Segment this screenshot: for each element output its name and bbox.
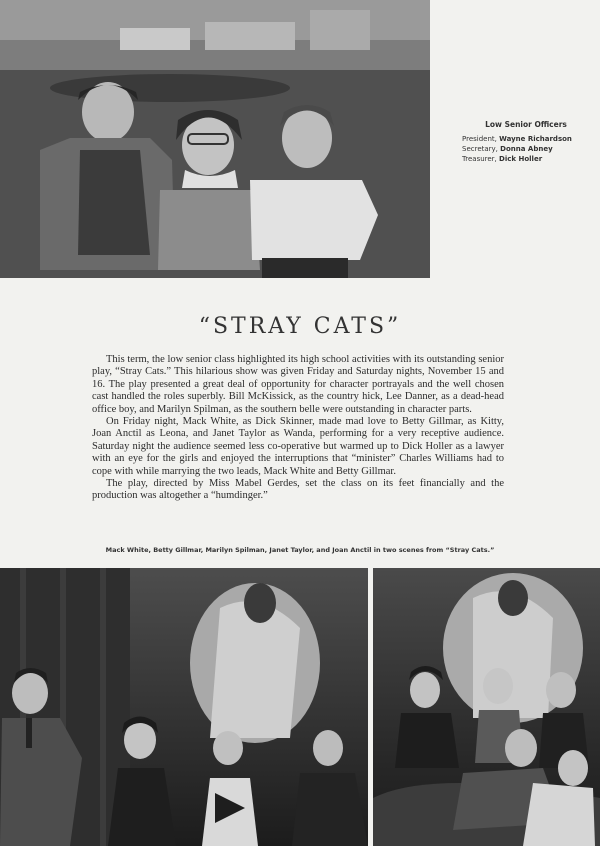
president-label: President, [462,135,497,143]
officers-photo-illustration [0,0,430,278]
officers-heading: Low Senior Officers [485,120,567,129]
scene-photo-right [373,568,600,846]
officers-photo [0,0,430,278]
treasurer-name: Dick Holler [499,155,543,163]
secretary-name: Donna Abney [500,145,553,153]
treasurer-label: Treasurer, [462,155,497,163]
page-title: “STRAY CATS” [198,314,402,339]
paragraph: On Friday night, Mack White, as Dick Skinner, made mad love to Betty Gillmar, as Kitty, Joan Anctil as Leona, and Janet Taylor as Wanda, performing for a very receptive audience. Saturday night the audience seemed less co-operative but warmed up to Dick Holler as a lawyer with an eye for the girls and enjoyed the interruptions that “minister” Charles Williams had to cope with while marrying the two leads, Mack White and Betty Gillmar. [92,416,504,477]
paragraph: The play, directed by Miss Mabel Gerdes, set the class on its feet financially and the production was altogether a “humdinger.” [92,478,504,502]
officer-treasurer [462,154,590,164]
officers-list [462,120,590,164]
president-name: Wayne Richardson [499,135,572,143]
scene-photo-left [0,568,368,846]
scene-left-illustration [0,568,368,846]
scene-right-illustration [373,568,600,846]
photo-caption: Mack White, Betty Gillmar, Marilyn Spilman, Janet Taylor, and Joan Anctil in two scenes from “Stray Cats.” [105,546,495,554]
officer-secretary [462,144,590,154]
article-body [92,354,504,503]
secretary-label: Secretary, [462,145,498,153]
officer-president [462,134,590,144]
paragraph: This term, the low senior class highlighted its high school activities with its outstanding senior play, “Stray Cats.” This hilarious show was given Friday and Saturday nights, November 15 and 16. The play presented a great deal of opportunity for character portrayals and the well chosen cast handled the roles superbly. Bill McKissick, as the country hick, Lee Danner, as a dead-head office boy, and Marilyn Spilman, as the southern belle were outstanding in character parts. [92,354,504,415]
